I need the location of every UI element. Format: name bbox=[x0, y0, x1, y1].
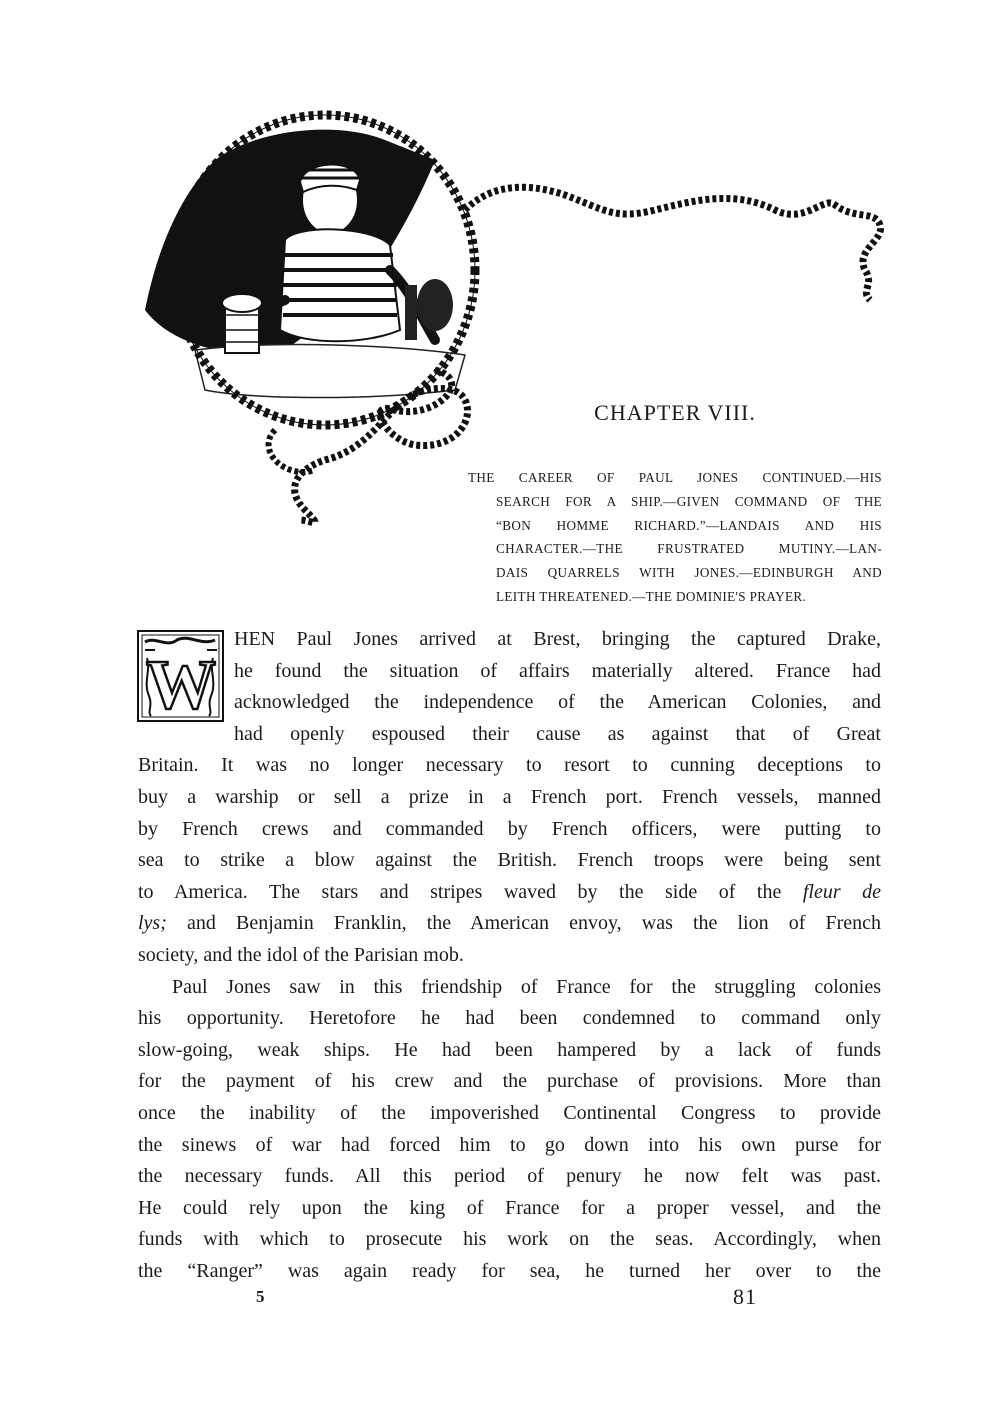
summary-line: “BON HOMME RICHARD.”—LANDAIS AND HIS bbox=[496, 517, 882, 533]
text-line: for the payment of his crew and the purchase of provisions. More than bbox=[138, 1070, 881, 1093]
body-text bbox=[138, 624, 881, 1287]
text-line: He could rely upon the king of France for a proper vessel, and the bbox=[138, 1196, 881, 1219]
text-line bbox=[138, 877, 881, 909]
text-line: by French crews and commanded by French officers, were putting to bbox=[138, 817, 881, 840]
text-line: acknowledged the independence of the American Colonies, and bbox=[234, 691, 881, 714]
text-line: his opportunity. Heretofore he had been condemned to command only bbox=[138, 1007, 881, 1030]
text-line: Paul Jones saw in this friendship of France for the struggling colonies bbox=[172, 975, 881, 998]
text-line: HEN Paul Jones arrived at Brest, bringing the captured Drake, bbox=[234, 628, 881, 650]
text-line: society, and the idol of the Parisian mob. bbox=[138, 943, 464, 966]
text-line: funds with which to prosecute his work on the seas. Accordingly, when bbox=[138, 1228, 881, 1251]
summary-line: DAIS QUARRELS WITH JONES.—EDINBURGH AND bbox=[496, 565, 882, 581]
text-line bbox=[138, 908, 881, 940]
text-line: the sinews of war had forced him to go down into his own purse for bbox=[138, 1133, 881, 1156]
chapter-summary bbox=[468, 466, 882, 609]
text-line: buy a warship or sell a prize in a French port. French vessels, manned bbox=[138, 785, 881, 808]
text-line: sea to strike a blow against the British. French troops were being sent bbox=[138, 849, 881, 872]
paragraph bbox=[138, 972, 881, 1288]
drop-cap-letter: W bbox=[146, 647, 216, 722]
paragraph bbox=[138, 624, 881, 972]
summary-line: LEITH THREATENED.—THE DOMINIE'S PRAYER. bbox=[496, 588, 807, 604]
text-line: slow-going, weak ships. He had been hampered by a lack of funds bbox=[138, 1038, 881, 1061]
italic-phrase: fleur de bbox=[802, 880, 882, 903]
summary-line: THE CAREER OF PAUL JONES CONTINUED.—HIS bbox=[468, 470, 882, 485]
text-segment: and Benjamin Franklin, the American envoy, was the lion of French bbox=[187, 912, 881, 935]
text-line: once the inability of the impoverished Continental Congress to provide bbox=[138, 1101, 881, 1124]
page-number: 81 bbox=[733, 1284, 757, 1309]
summary-line: SEARCH FOR A SHIP.—GIVEN COMMAND OF THE bbox=[496, 493, 882, 509]
italic-phrase: lys; bbox=[138, 912, 167, 935]
text-line: he found the situation of affairs materially altered. France had bbox=[234, 659, 881, 682]
summary-line: CHARACTER.—THE FRUSTRATED MUTINY.—LAN- bbox=[496, 541, 882, 557]
text-segment: to America. The stars and stripes waved by the side of the bbox=[138, 880, 782, 903]
chapter-title: CHAPTER VIII. bbox=[594, 400, 756, 425]
text-line: the necessary funds. All this period of penury he now felt was past. bbox=[138, 1165, 881, 1188]
text-line: had openly espoused their cause as against that of Great bbox=[234, 722, 881, 745]
text-line: Britain. It was no longer necessary to resort to cunning deceptions to bbox=[138, 754, 881, 777]
text-line: the “Ranger” was again ready for sea, he turned her over to the bbox=[138, 1259, 881, 1282]
signature-mark: 5 bbox=[256, 1287, 265, 1306]
